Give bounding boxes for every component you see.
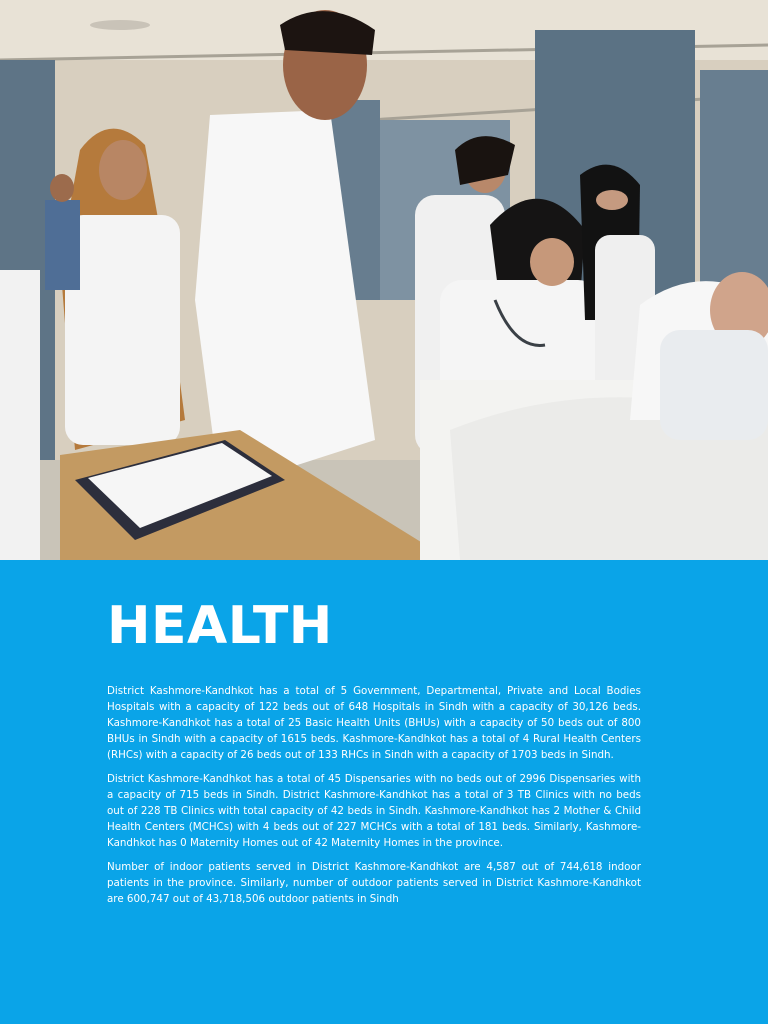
health-section [0, 560, 768, 1024]
section-body [107, 683, 641, 915]
paragraph-patients: Number of indoor patients served in District Kashmore-Kandhkot are 4,587 out of 744,618 indoor patients in the province. Similarly, number of outdoor patients served in District Kashmore-Kandhkot are 600,747 out of 43,718,506 outdoor patients in Sindh [107, 861, 641, 905]
paragraph-dispensaries: District Kashmore-Kandhkot has a total of 45 Dispensaries with no beds out of 2996 Dispensaries with a capacity of 715 beds in Sindh. District Kashmore-Kandhkot has a total of 3 TB Clinics with no beds out of 228 TB Clinics with total capacity of 42 beds in Sindh. Kashmore-Kandhkot has 2 Mother & Child Health Centers (MCHCs) with 4 beds out of 227 MCHCs with a total of 181 beds. Similarly, Kashmore-Kandhkot has 0 Maternity Homes out of 42 Maternity Homes in the province. [107, 773, 641, 849]
paragraph-hospitals: District Kashmore-Kandhkot has a total of 5 Government, Departmental, Private and Local Bodies Hospitals with a capacity of 122 beds out of 648 Hospitals in Sindh with a capacity of 30,126 beds. Kashmore-Kandhkot has a total of 25 Basic Health Units (BHUs) with a capacity of 50 beds out of 800 BHUs in Sindh with a capacity of 1615 beds. Kashmore-Kandhkot has a total of 4 Rural Health Centers (RHCs) with a capacity of 26 beds out of 133 RHCs in Sindh with a capacity of 1703 beds in Sindh. [107, 685, 641, 761]
section-title: HEALTH [107, 596, 333, 656]
